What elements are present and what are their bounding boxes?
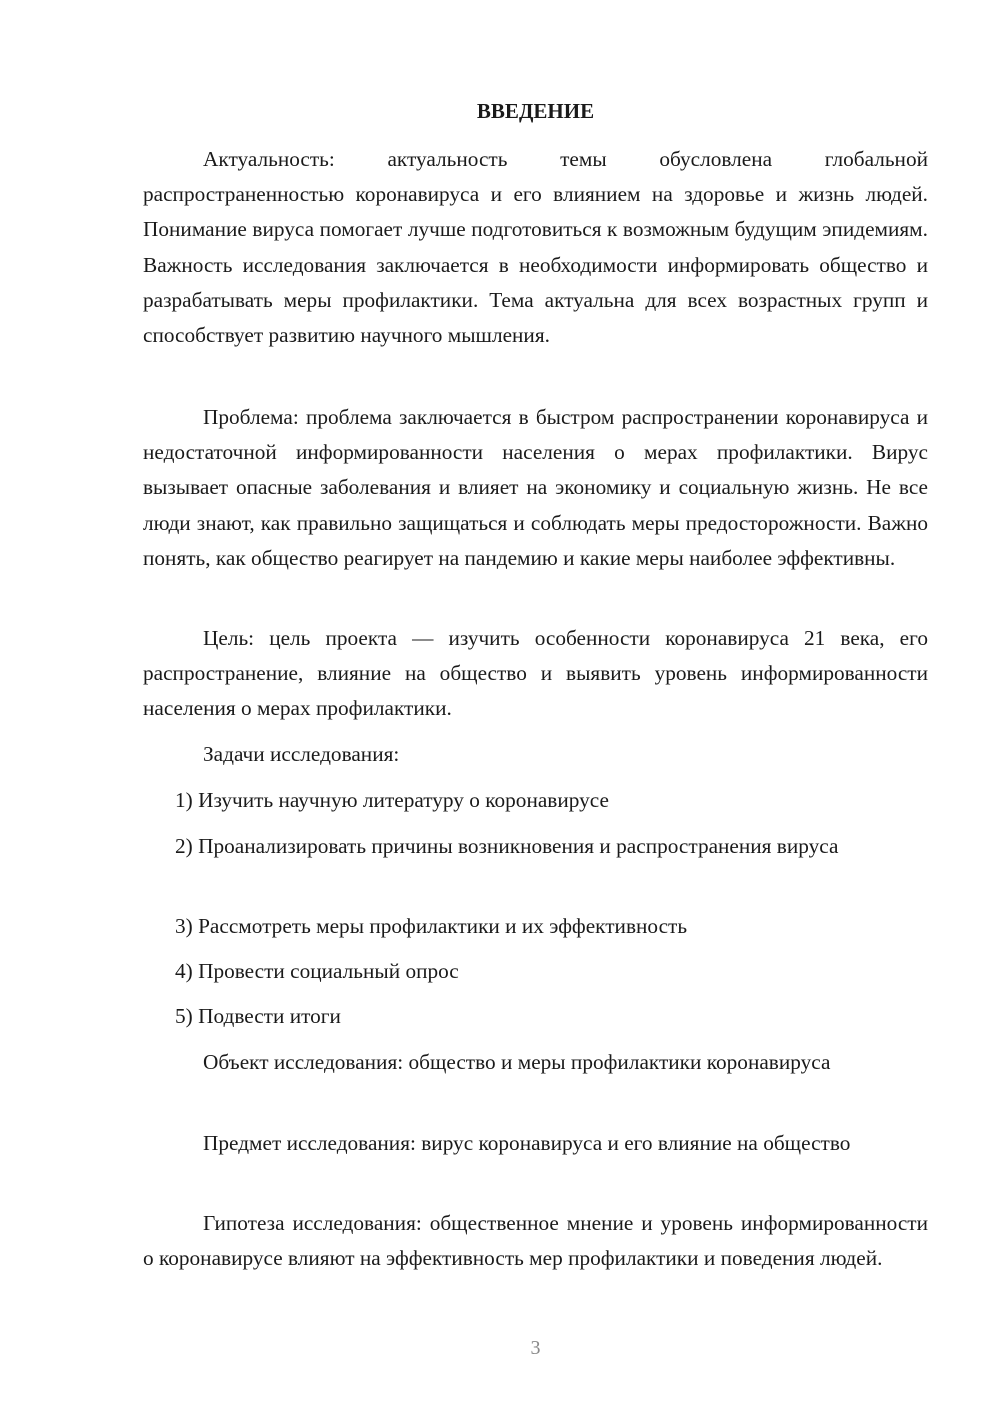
task-item-5: 5) Подвести итоги — [175, 1004, 341, 1028]
task-item-2: 2) Проанализировать причины возникновения и распространения вируса — [175, 834, 839, 858]
subject-paragraph: Предмет исследования: вирус коронавируса и его влияние на общество — [203, 1131, 851, 1155]
task-item-4: 4) Провести социальный опрос — [175, 959, 459, 983]
tasks-heading: Задачи исследования: — [203, 742, 400, 766]
object-paragraph: Объект исследования: общество и меры профилактики коронавируса — [203, 1050, 831, 1074]
goal-paragraph: Цель: цель проекта — изучить особенности коронавируса 21 века, его распространение, влияние на общество и выявить уровень информированности населения о мерах профилактики. — [143, 626, 928, 721]
page-number: 3 — [530, 1337, 541, 1359]
problem-paragraph: Проблема: проблема заключается в быстром распространении коронавируса и недостаточной информированности населения о мерах профилактики. Вирус вызывает опасные заболевания и влияет на экономику и социальную жизнь. Не все люди знают, как правильно защищаться и соблюдать меры предосторожности. Важно понять, как общество реагирует на пандемию и какие меры наиболее эффективны. — [143, 405, 928, 570]
task-item-3: 3) Рассмотреть меры профилактики и их эффективность — [175, 914, 688, 938]
relevance-paragraph: Актуальность: актуальность темы обусловлена глобальной распространенностью коронавируса и его влиянием на здоровье и жизнь людей. Понимание вируса помогает лучше подготовиться к возможным будущим эпидемиям. Важность исследования заключается в необходимости информировать общество и разрабатывать меры профилактики. Тема актуальна для всех возрастных групп и способствует развитию научного мышления. — [143, 147, 928, 348]
task-item-1: 1) Изучить научную литературу о коронавирусе — [175, 788, 609, 812]
hypothesis-paragraph: Гипотеза исследования: общественное мнение и уровень информированности о коронавирусе влияют на эффективность мер профилактики и поведения людей. — [143, 1211, 928, 1271]
page-title: ВВЕДЕНИЕ — [476, 99, 595, 123]
